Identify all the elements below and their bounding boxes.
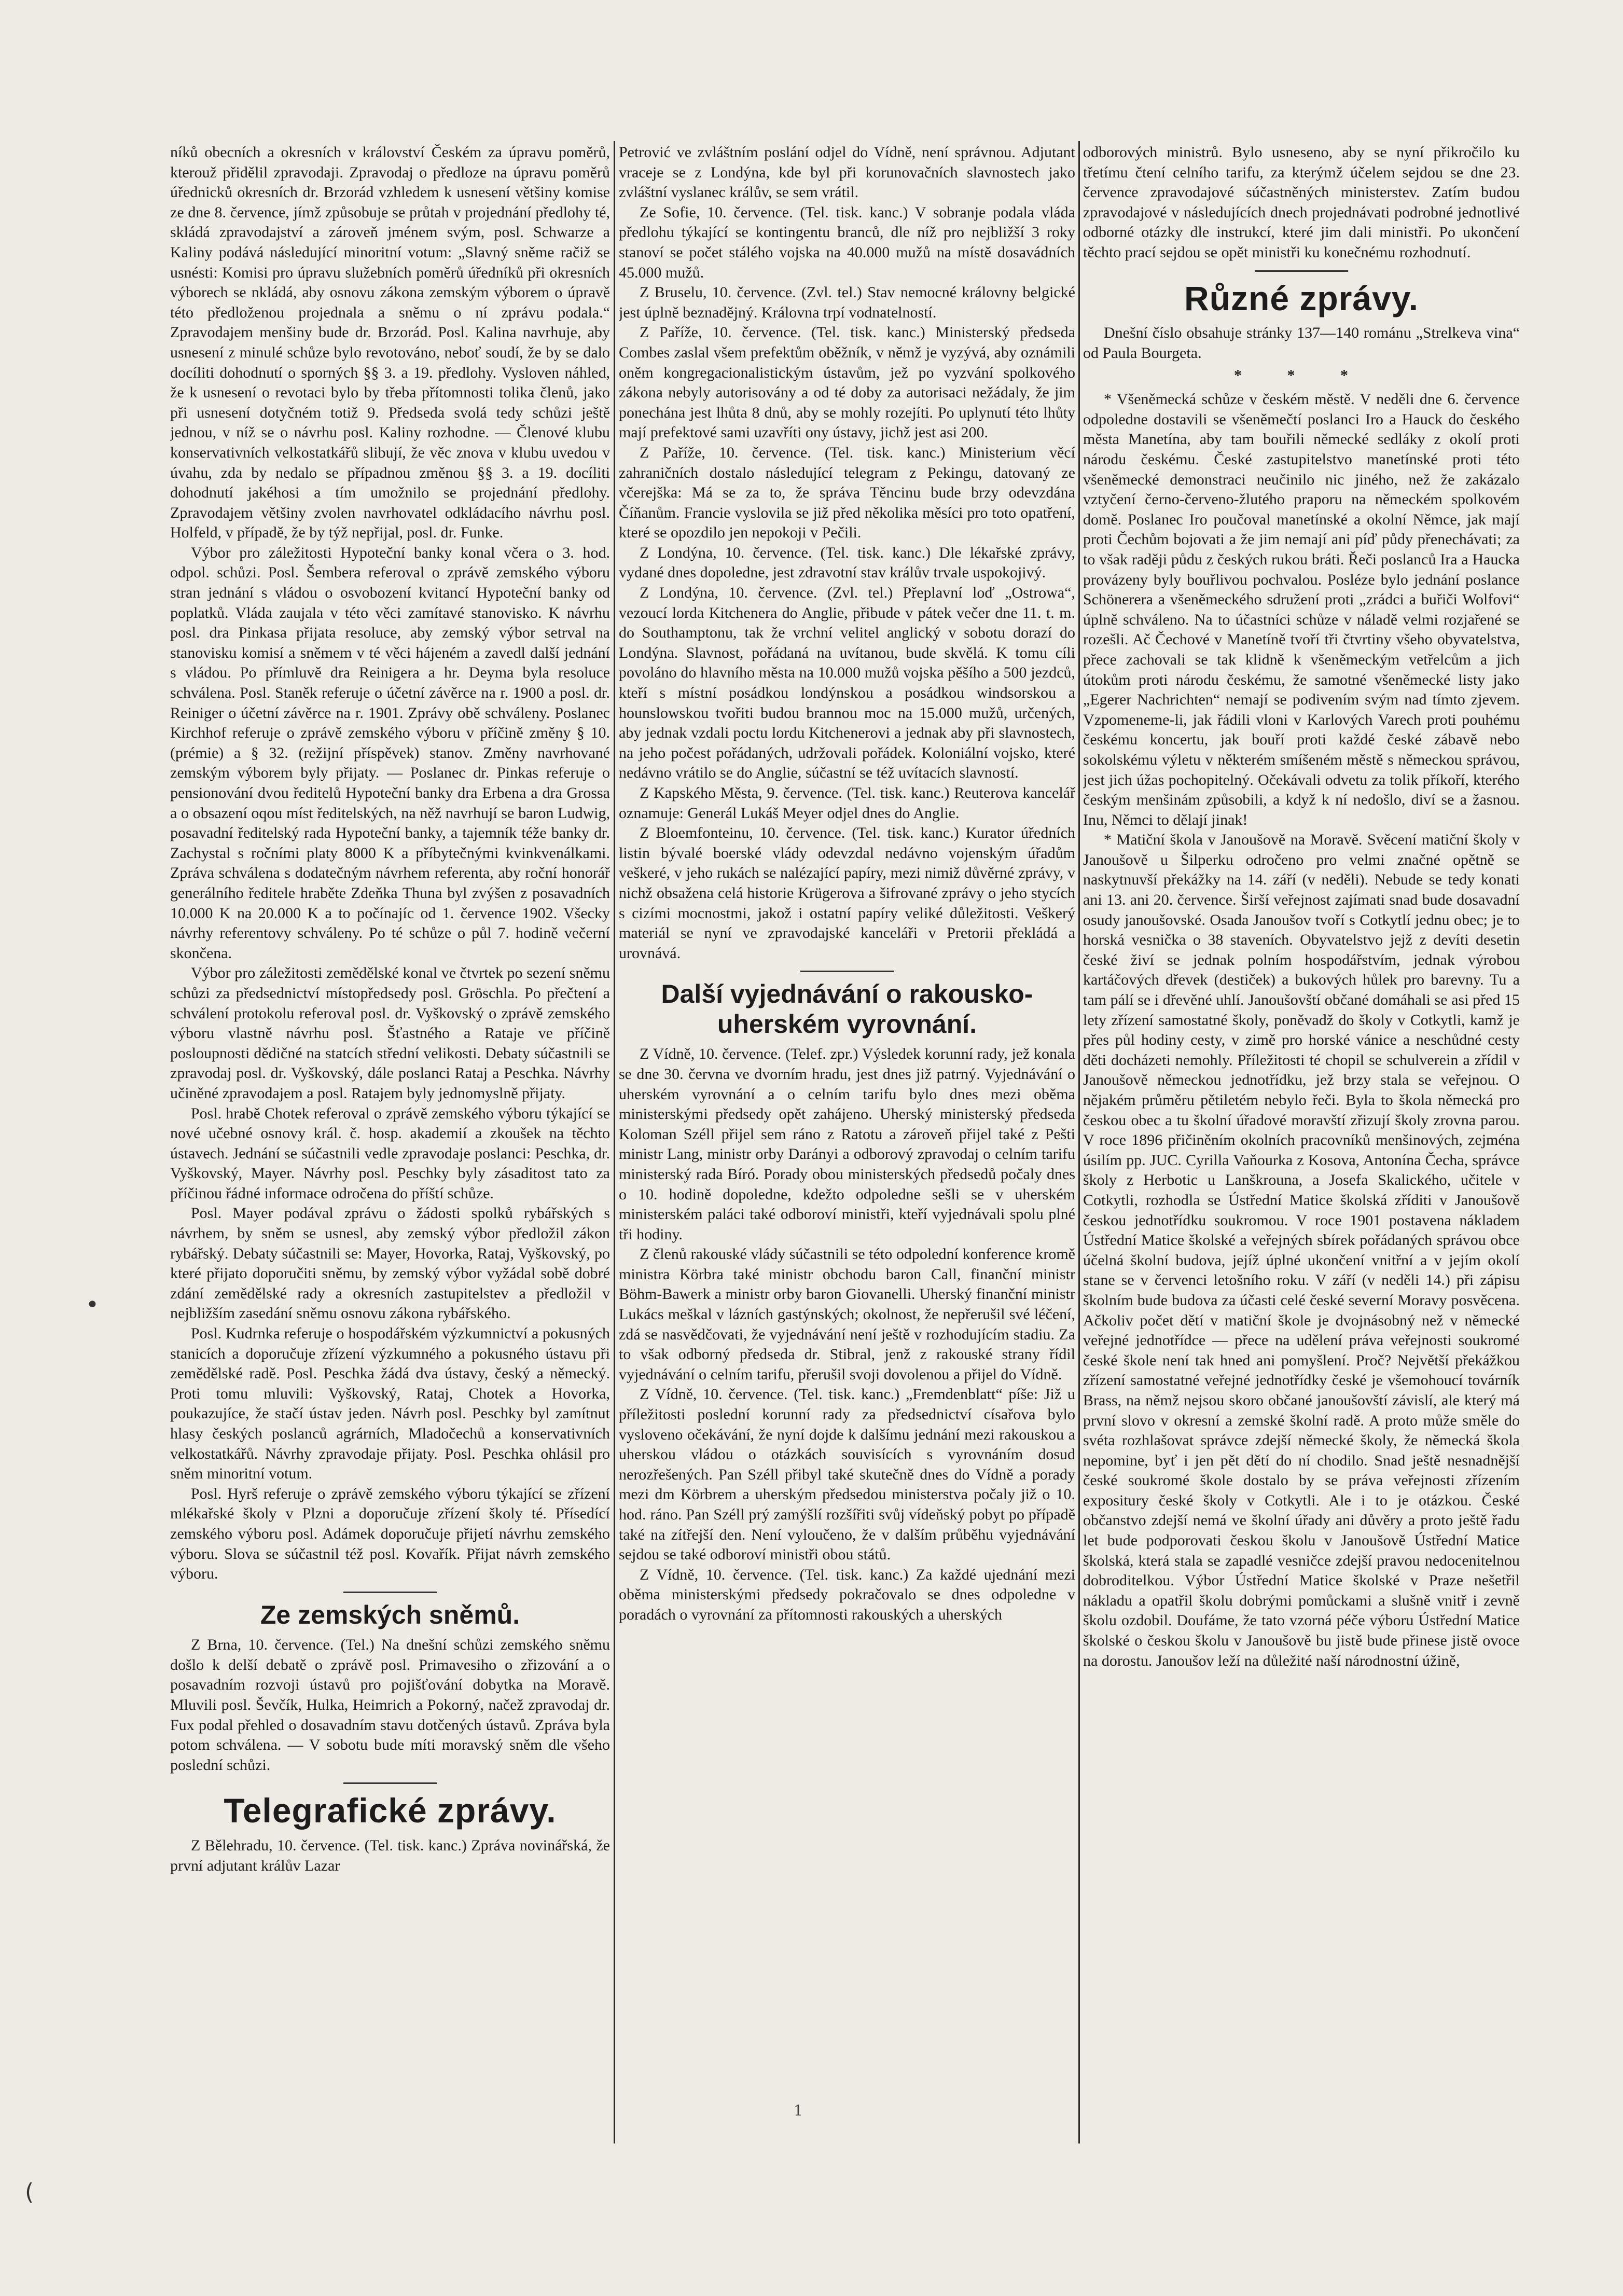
column-middle bbox=[619, 143, 1075, 2176]
article-paragraph: odborových ministrů. Bylo usneseno, aby se nyní přikročilo ku třetímu čtení celního tarifu, za kterýmž účelem sejdou se dne 23. července zpravodajové súčastněných ministerstev. Zatím budou zpravodajové v následujících dnech projednávati podrobné jednotlivé odborné otázky dle instrukcí, které jim dali ministři. Po ukončení těchto prací sejdou se opět ministři ku konečnému rozhodnutí. bbox=[1083, 144, 1520, 261]
article-paragraph: Z Londýna, 10. července. (Tel. tisk. kanc.) Dle lékařské zprávy, vydané dnes dopoledne, jest zdravotní stav králův trvale uspokojivý. bbox=[619, 544, 1075, 582]
article-paragraph: Z Vídně, 10. července. (Tel. tisk. kanc.) Za každé ujednání mezi oběma ministerskými předsedy pokračovalo se dnes odpoledne v poradách o vyrovnání za přítomnosti rakouských a uherských bbox=[619, 1566, 1075, 1623]
article-paragraph: níků obecních a okresních v království Českém za úpravu poměrů, kterouž přidělil zpravodaji. Zpravodaj o předloze na úpravu poměrů úřednicků okresních dr. Brzorád vzhledem k usnesení většiny komise ze dne 8. července, jímž způsobuje se průtah v projednání předlohy té, skládá zpravodajství a zároveň jménem svým, posl. Schwarze a Kaliny podává následující minoritní votum: „Slavný sněme račiž se usnésti: Komisi pro úpravu služebních poměrů úředníků při okresních výborech se nkládá, aby osnovu zákona zemským výborem o úpravě této předloženou projednala a sněmu o ní zprávu podala.“ Zpravodajem menšiny bude dr. Brzorád. Posl. Kalina navrhuje, aby usnesení z minulé schůze bylo revotováno, neboť soudí, že by se dalo docíliti dohodnutí o sporných §§ 3. a 19. předlohy. Vysloven náhled, že k usnesení o revotaci bylo by třeba přítomnosti tolika členů, jako při usnesení dotyčném totiž 9. Předseda svolá tedy schůzi ještě jednou, v níž se o návrhu posl. Kaliny rozhodne. — Členové klubu konservativních velkostatkářů slibují, že věc znova v klubu uvedou v úvahu, zda by nedalo se případnou změnou §§ 3. a 19. docíliti dohodnutí jakéhosi a tím umožnilo se projednání předlohy. Zpravodajem většiny zvolen navrhovatel odkládacího návrhu posl. Holfeld, v případě, že by týž nepřijal, posl. dr. Funke. bbox=[170, 144, 610, 542]
article-paragraph: Výbor pro záležitosti Hypoteční banky konal včera o 3. hod. odpol. schůzi. Posl. Šembera referoval o zprávě zemského výboru stran jednání s vládou o osvobození kvitancí Hypoteční banky od poplatků. Vláda zaujala v této věci zamítavé stanovisko. K návrhu posl. dra Pinkasa přijata resoluce, aby zemský výbor setrval na stanovisku komisí a sněmem v té věci hájeném a zavedl další jednání s vládou. Po přímluvě dra Reinigera a hr. Deyma byla resoluce schválena. Posl. Staněk referuje o účetní závěrce na r. 1900 a posl. dr. Reiniger o účetní závěrce na r. 1901. Zprávy obě schváleny. Poslanec Kirchhof referuje o zprávě zemského výboru v příčině změny § 10. (prémie) a § 32. (režijní příspěvek) stanov. Změny navrhované zemským výborem byly přijaty. — Poslanec dr. Pinkas referuje o pensionování dvou ředitelů Hypoteční banky dra Erbena a dra Grossa a o obsazení oqou míst ředitelských, na něž navrhují se baron Ludwig, posavadní ředitelský rada Hypoteční banky, a tajemník téže banky dr. Zachystal s ročními platy 8000 K a příbytečnými kvinkvenálkami. Zpráva schválena s dodatečným návrhem referenta, aby roční honorář generálního ředitele hraběte Zdeňka Thuna byl zvýšen z posavadních 10.000 K na 20.000 K a to počínajíc od 1. července 1902. Všecky návrhy referentovy schváleny. Po té schůze o půl 7. hodině večerní skončena. bbox=[170, 544, 610, 962]
column-left bbox=[170, 143, 610, 2176]
article-paragraph: Ze Sofie, 10. července. (Tel. tisk. kanc.) V sobranje podala vláda předlohu týkající se kontingentu branců, dle níž pro nejbližší 3 roky stanoví se počet stálého vojska na 40.000 mužů na místě dosavádních 45.000 mužů. bbox=[619, 203, 1075, 281]
article-paragraph: * Všeněmecká schůze v českém městě. V neděli dne 6. července odpoledne dostavili se všeněmečtí poslanci Iro a Hauck do českého města Manetína, aby tam bouřili německé sedláky z okolí proti národu českému. České zastupitelstvo manetínské proti této všeněmecké demonstraci neučinilo nic jiného, než že zakázalo vztyčení černo-červeno-žlutého praporu na německém spolkovém domě. Poslanec Iro poučoval manetínské a okolní Němce, jak mají proti Čechům bojovati a že jim nemají ani píď půdy přenechávati; za to však raději půdu z českých rukou bráti. Řeči poslanců Ira a Haucka provázeny byly bouřlivou pochvalou. Posléze bylo jednání poslance Schönerera a všeněmeckého sdružení proti „zrádci a buřiči Wolfovi“ úplně schváleno. Na to účastníci schůze v náladě velmi rozjařené se rozešli. Ač Čechové v Manetíně tvoří tři čtvrtiny všeho obyvatelstva, přece zachovali se tak klidně k všeněmeckým vetřelcům a jich útokům proti národu českému, že samotné všeněmecké listy jako „Egerer Nachrichten“ nemají se podivením svým nad tímto zjevem. Vzpomeneme-li, jak řádili vloni v Karlových Varech proti pouhému českému koncertu, jak bouří proti každé české zábavě nebo sokolskému výletu v některém smíšeném městě s německou správou, jest jich úžas pochopitelný. Očekávali odvetu za tolik příkoří, kterého českým menšinám způsobili, a když k ní nedošlo, diví se a žasnou. Inu, Němci to dělají jinak! bbox=[1083, 391, 1520, 828]
article-paragraph: Posl. Mayer podával zprávu o žádosti spolků rybářských s návrhem, by sněm se usnesl, aby zemský výbor předložil zákon rybářský. Debaty súčastnili se: Mayer, Hovorka, Rataj, Vyškovský, po které přijato doporučiti sněmu, by zemský výbor vyžádal sobě dobré zdání zemědělské rady a okresních zastupitelstev a předložil v nejbližším zasedání sněmu osnovu zákona rybářského. bbox=[170, 1205, 610, 1322]
article-paragraph: Výbor pro záležitosti zemědělské konal ve čtvrtek po sezení sněmu schůzi za předsednictví místopředsedy posl. Gröschla. Po přečtení a schválení protokolu referoval posl. dr. Vyškovský o zprávě zemského výboru vlastně návrhu posl. Šťastného a Rataje ve příčině posloupnosti dědičné na statcích střední velikosti. Debaty súčastnili se zpravodaj posl. dr. Vyškovský, dále poslanci Rataj a Peschka. Návrhy učiněné zpravodajem a posl. Ratajem byly jednomyslně přijaty. bbox=[170, 964, 610, 1102]
column-divider bbox=[1078, 141, 1080, 2143]
article-paragraph: Z Bruselu, 10. července. (Zvl. tel.) Stav nemocné královny belgické jest úplně beznadějný. Královna trpí vodnatelností. bbox=[619, 284, 1075, 321]
article-paragraph: Z Brna, 10. července. (Tel.) Na dnešní schůzi zemského sněmu došlo k delší debatě o zprávě posl. Primavesiho o zřizování a o posavadním rozvoji ústavů pro pojišťování dobytka na Moravě. Mluvili posl. Ševčík, Hulka, Heimrich a Pokorný, načež zpravodaj dr. Fux podal přehled o dosavadním stavu dotčených ústavů. Zpráva byla potom schválena. — V sobotu bude míti moravský sněm dle všeho poslední schůzi. bbox=[170, 1636, 610, 1774]
article-paragraph: Posl. Kudrnka referuje o hospodářském výzkumnictví a pokusných stanicích a doporučuje zřízení výzkumného a pokusného ústavu při zemědělské radě. Posl. Peschka žádá dva ústavy, český a německý. Proti tomu mluvili: Vyškovský, Rataj, Chotek a Hovorka, poukazujíce, že stačí ústav jeden. Návrh posl. Peschky byl zamítnut hlasy českých poslanců agrárních, Mladočechů a konservativních velkostatkářů. Návrhy zpravodaje přijaty. Posl. Peschka ohlásil pro sněm minoritní votum. bbox=[170, 1325, 610, 1483]
article-paragraph: Petrović ve zvláštním poslání odjel do Vídně, není správnou. Adjutant vraceje se z Londýna, kde byl při korunovačních slavnostech jako zvláštní vyslanec králův, se sem vrátil. bbox=[619, 144, 1075, 201]
article-paragraph: Z Paříže, 10. července. (Tel. tisk. kanc.) Ministerium věcí zahraničních dostalo následující telegram z Pekingu, datovaný ze včerejška: Má se za to, že správa Těncinu bude brzy odevzdána Číňanům. Francie vyslovila se již před několika měsíci pro toto opatření, které se opozdilo jen nepokoji v Pečili. bbox=[619, 444, 1075, 542]
article-paragraph: Dnešní číslo obsahuje stránky 137—140 románu „Strelkeva vina“ od Paula Bourgeta. bbox=[1083, 324, 1520, 362]
section-divider bbox=[800, 971, 894, 972]
section-divider bbox=[343, 1592, 437, 1593]
section-heading: Různé zprávy. bbox=[1184, 279, 1419, 317]
article-paragraph: Z Vídně, 10. července. (Tel. tisk. kanc.) „Fremdenblatt“ píše: Již u příležitosti poslední korunní rady za předsednictví císařova bylo vysloveno očekávání, že nyní dojde k dalšímu jednání mezi rakouskou a uherskou vládou o otázkách souvisících s vyrovnáním dosud nerozřešených. Pan Széll přibyl také skutečně dnes do Vídně a porady mezi dm Körbrem a uherským předsedou ministerstva počaly již o 10. hod. ráno. Pan Széll prý zamýšlí rozšířiti svůj vídeňský pobyt po případě také na zítřejší den. Není vyloučeno, že v dalším průběhu vyjednávání sejdou se také odboroví ministři obou států. bbox=[619, 1386, 1075, 1564]
section-divider bbox=[1255, 270, 1348, 272]
article-paragraph: Z Paříže, 10. července. (Tel. tisk. kanc.) Ministerský předseda Combes zaslal všem prefektům oběžník, v němž je vyzývá, aby oznámili oněm kongregacionalistickým ústavům, jež po vyzvání spolkového zákona nebyly autorisovány a od té doby za autorisaci nežádaly, že jim ponechána jest lhůta 8 dnů, aby se mohly rozejíti. Po uplynutí této lhůty mají prefektové sami uzavříti ony ústavy, jichž jest asi 200. bbox=[619, 324, 1075, 441]
article-paragraph: Z Bělehradu, 10. července. (Tel. tisk. kanc.) Zpráva novinářská, že první adjutant králův Lazar bbox=[170, 1837, 610, 1874]
section-divider bbox=[343, 1782, 437, 1784]
article-paragraph: Posl. Hyrš referuje o zprávě zemského výboru týkající se zřízení mlékařské školy v Plzni a doporučuje zřízení školy té. Přísedící zemského výboru posl. Adámek doporučuje přijetí návrhu zemského výboru. Slova se súčastnil též posl. Kovařík. Přijat návrh zemského výboru. bbox=[170, 1485, 610, 1583]
column-divider bbox=[614, 141, 615, 2143]
margin-mark: • bbox=[86, 1292, 99, 1318]
article-paragraph: Z Kapského Města, 9. července. (Tel. tisk. kanc.) Reuterova kancelář oznamuje: Generál Lukáš Meyer odjel dnes do Anglie. bbox=[619, 784, 1075, 822]
separator-stars: * * * bbox=[1234, 366, 1369, 384]
article-paragraph: Posl. hrabě Chotek referoval o zprávě zemského výboru týkající se nové učebné osnovy král. č. hosp. akademií a zkoušek na těchto ústavech. Jednání se súčastnili vedle zpravodaje poslanci: Peschka, dr. Vyškovský, Mayer. Návrhy posl. Peschky byly zásaditost tato za příčinou řádné informace odročena do příští schůze. bbox=[170, 1104, 610, 1202]
section-heading: Další vyjednávání o rakousko-uherském vyrovnání. bbox=[661, 979, 1033, 1039]
article-paragraph: Z Bloemfonteinu, 10. července. (Tel. tisk. kanc.) Kurator úředních listin bývalé boerské vlády odevzdal nedávno vojenským úřadům veškeré, v jeho rukách se nalézající papíry, mezi nimiž důvěrné zprávy, v nichž obsažena celá historie Krügerova a šifrované zprávy o jeho stycích s cizími mocnostmi, jakož i ostatní papíry veliké důležitosti. Veškerý materiál se nyní ve zpravodajské kanceláři v Pretorii překládá a urovnává. bbox=[619, 824, 1075, 962]
section-heading: Telegrafické zprávy. bbox=[224, 1791, 557, 1830]
article-paragraph: * Matiční škola v Janoušově na Moravě. Svěcení matiční školy v Janoušově u Šilperku odročeno pro velmi značné opětně se naskytnuvší překážky na 14. září (v neděli). Nebude se tedy konati ani 13. ani 20. července. Širší veřejnost zajímati snad bude dosavadní osudy janoušovské. Osada Janoušov tvoří s Cotkytlí jednu obec; je to horská vesnička o 38 staveních. Obyvatelstvo jejž z devíti desetin české živí se jednak polním hospodářstvím, jednak výrobou kartáčových dřevek (destiček) a bukových hůlek pro barevny. Tu a tam pálí se i dřevěné uhlí. Janoušovští občané domáhali se asi před 15 lety zřízení samostatné školy, poněvadž do školy v Cotkytli, kamž je přes půl hodiny cesty, v zimě pro horské vánice a neschůdné cesty děti docházeti nemohly. Příležitosti té chopil se schulverein a zřídil v Janoušově německou jednotřídku, jež brzy stala se veřejnou. O nějakém průměru pětiletém nebylo řeči. Byla to škola německá pro českou obec a tu školní úřadové moravští zřizují školy zrovna parou. V roce 1896 přičiněním okolních pracovníků menšinových, zejména úsilím pp. JUC. Cyrilla Vaňourka z Kosova, Antonína Čecha, správce školy z Herbotic u Lanškrouna, a Josefa Skalického, učitele v Cotkytli, rozhodla se Ústřední Matice školská zříditi v Janoušově českou jednotřídku soukromou. V roce 1901 postavena nákladem Ústřední Matice školské a veřejných sbírek pořádaných správou obce účelná školní budova, jejíž úplné ukončení vnitřní a v jejím okolí stane se v červenci letošního roku. V září (v neděli 14.) při zápisu školním bude budova za účasti celé české severní Moravy posvěcena. Ačkoliv počet dětí v matiční škole je dvojnásobný než v německé veřejné jednotřídce — přece na udělení práva veřejnosti soukromé české škole není tak hned ani pomyšlení. Proč? Největší překážkou zřízení samostatné veřejné jednotřídky české je všemohoucí továrník Brass, na němž nejsou skoro občané janoušovští závislí, ale který má první slovo v okresní a zemské školní radě. A proto může směle do svéta rozhlašovat správce zdejší německé školy, že německá škola nepomine, byť i jen pět dětí do ní chodilo. Snad ještě nesnadnější české soukromé škole dostalo by se práva veřejnosti zřízením expositury české školy v Cotkytli. Ale i to je otázkou. České občanstvo zdejší nemá ve školní úřady ani důvěry a proto ještě řadu let bude podporovati českou školu v Janoušově Ústřední Matice školská, která stala se zapadlé vesničce zdejší pravou nedocenitelnou dobroditelkou. Výbor Ústřední Matice školské v Praze nešetřil nákladu a opatřil školu dobrými pomůckami a slušně vnitř i zevně školu ozdobil. Doufáme, že tato vzorná péče výboru Ústřední Matice školské o českou školu v Janoušově bu jistě bude přinese jistě ovoce na dorostu. Janoušov leží na důležité naší národnostní úžině, bbox=[1083, 831, 1520, 1669]
column-right bbox=[1083, 143, 1520, 2176]
article-paragraph: Z členů rakouské vlády súčastnili se této odpolední konference kromě ministra Körbra také ministr obchodu baron Call, finanční ministr Böhm-Bawerk a ministr orby baron Giovanelli. Uherský finanční ministr Lukács meškal v lázních gastýnských; okolnost, že nepřerušil své léčení, zdá se nasvědčovati, že vyjednávání není ještě v rozhodujícím stadiu. Za to však odborný předseda dr. Stibral, jenž z rakouské strany řídil vyjednávání o celním tarifu, přerušil svoji dovolenou a přijel do Vídně. bbox=[619, 1246, 1075, 1383]
margin-mark: ( bbox=[25, 2179, 34, 2205]
article-paragraph: Z Londýna, 10. července. (Zvl. tel.) Přeplavní loď „Ostrowa“, vezoucí lorda Kitchenera do Anglie, přibude v pátek večer dne 11. t. m. do Southamptonu, tak že vrchní velitel anglický v sobotu dorazí do Londýna. Slavnost, pořádaná na uvítanou, bude skvělá. K tomu cíli povoláno do hlavního města na 10.000 mužů vojska pěšího a 500 jezdců, kteří s místní posádkou londýnskou a posádkou windsorskou a hounslowskou tvořiti budou brannou moc na 15.000 mužů, určených, aby jednak vzdali poctu lordu Kitchenerovi a jednak aby při slavnostech, na jeho počest pořádaných, udržovali pořádek. Koloniální vojsko, které nedávno vrátilo se do Anglie, súčastní se též uvítacích slavností. bbox=[619, 584, 1075, 782]
article-paragraph: Z Vídně, 10. července. (Telef. zpr.) Výsledek korunní rady, jež konala se dne 30. června ve dvorním hradu, jest dnes již patrný. Vyjednávání o uherském vyrovnání a o celním tarifu bylo dnes mezi oběma ministerskými předsedy opět zahájeno. Uherský ministerský předseda Koloman Széll přijel sem ráno z Ratotu a zároveň přijel také z Pešti ministr Lang, ministr orby Darányi a odborový zpravodaj o celním tarifu ministerský rada Bíró. Porady obou ministerských předsedů počaly dnes o 10. hodině dopoledne, kdežto odpoledne sešli se v uherském ministerském paláci také odboroví ministři, kteří vyjednávali spolu plné tři hodiny. bbox=[619, 1045, 1075, 1243]
page-number: 1 bbox=[794, 2102, 803, 2119]
section-heading: Ze zemských sněmů. bbox=[260, 1600, 520, 1629]
